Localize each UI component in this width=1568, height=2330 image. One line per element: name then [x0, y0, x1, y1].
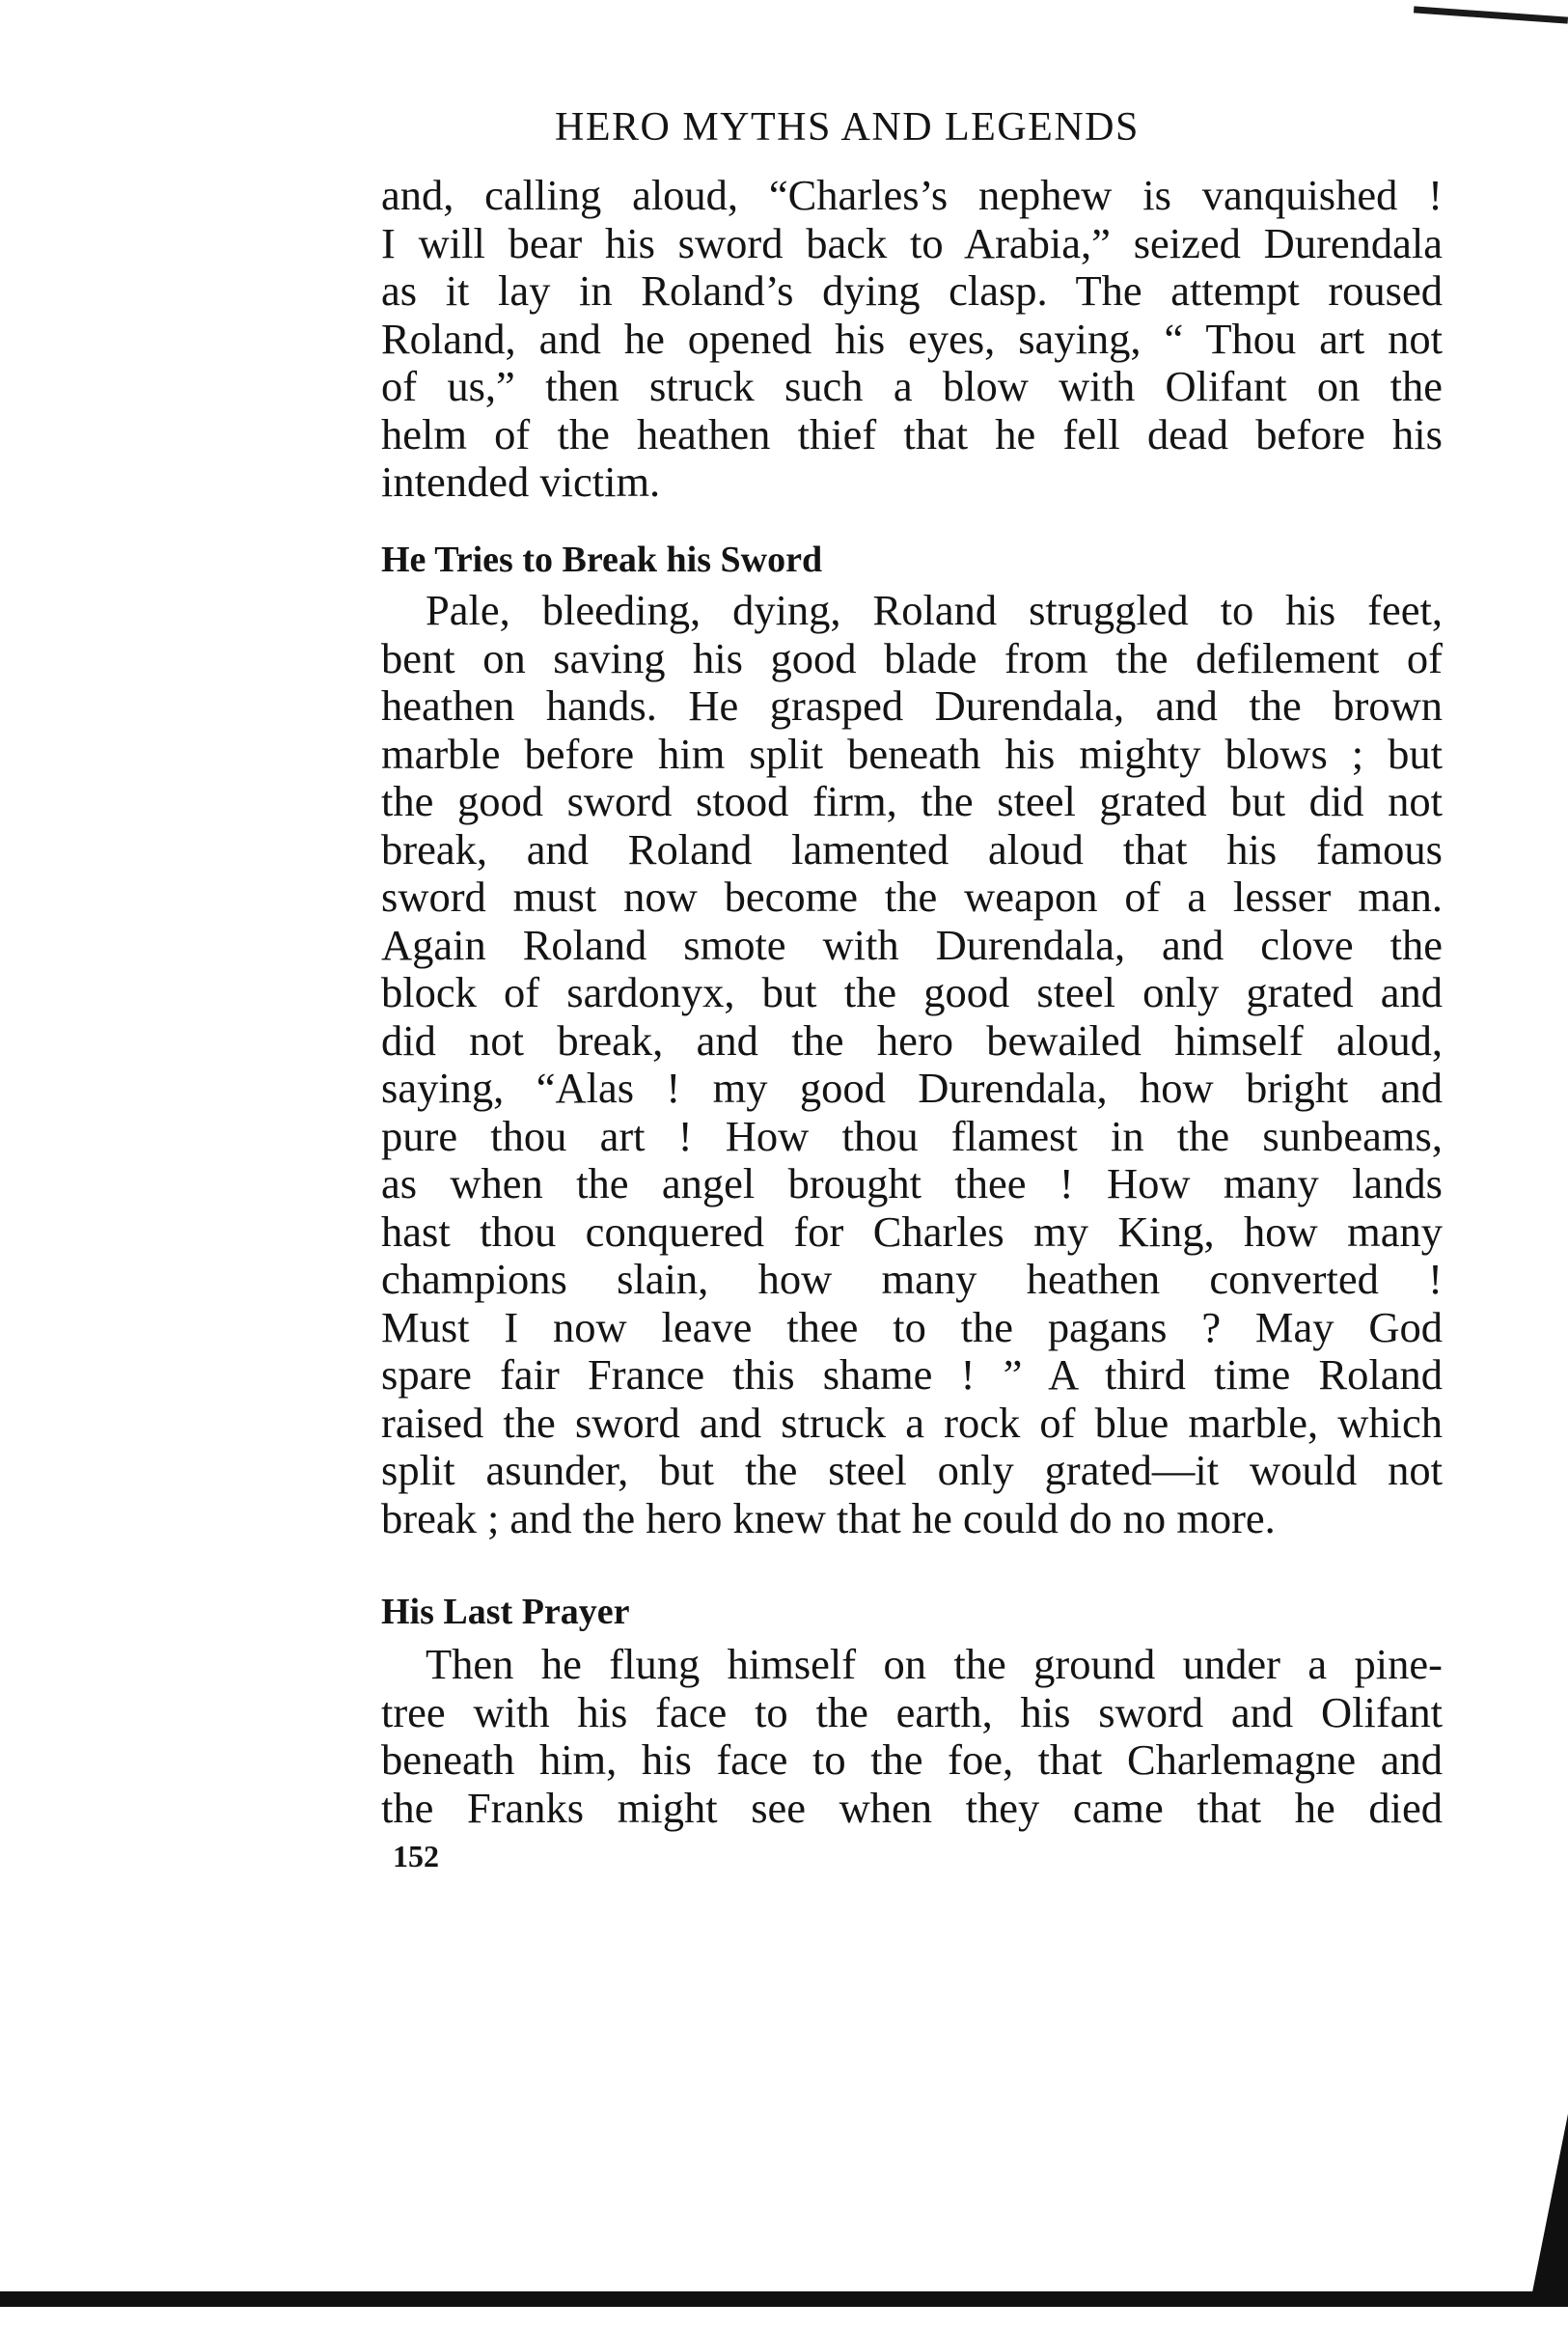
text-line: the Franks might see when they came that he died [381, 1783, 1443, 1832]
text-line: helm of the heathen thief that he fell dead before his [381, 409, 1443, 458]
text-line: Pale, bleeding, dying, Roland struggled to his feet, [426, 586, 1443, 634]
text-line: break ; and the hero knew that he could do no more. [381, 1493, 1276, 1542]
text-line: intended victim. [381, 458, 661, 506]
text-line: bent on saving his good blade from the defilement of [381, 633, 1443, 682]
text-line: Then he flung himself on the ground under a pine- [426, 1640, 1443, 1688]
text-line: of us,” then struck such a blow with Olifant on the [381, 362, 1443, 410]
running-head: HERO MYTHS AND LEGENDS [555, 105, 1140, 150]
text-line: split asunder, but the steel only grated—it would not [381, 1446, 1443, 1494]
text-line: heathen hands. He grasped Durendala, and the brown [381, 681, 1443, 730]
text-line: hast thou conquered for Charles my King, how many [381, 1207, 1443, 1256]
paragraph-3 [381, 1641, 1443, 1832]
paragraph-1 [381, 172, 1443, 507]
text-line: block of sardonyx, but the good steel only grated and [381, 968, 1443, 1016]
text-line: champions slain, how many heathen converted ! [381, 1255, 1443, 1303]
text-line: I will bear his sword back to Arabia,” seized Durendala [381, 218, 1443, 267]
text-line: saying, “Alas ! my good Durendala, how bright and [381, 1064, 1443, 1112]
page-number: 152 [393, 1839, 439, 1873]
paragraph-2 [381, 587, 1443, 1542]
scan-edge-top [1414, 6, 1568, 23]
section-heading: His Last Prayer [381, 1592, 630, 1632]
text-line: Roland, and he opened his eyes, saying, “ Thou art not [381, 314, 1443, 363]
text-line: pure thou art ! How thou flamest in the sunbeams, [381, 1111, 1443, 1160]
text-line: marble before him split beneath his mighty blows ; but [381, 729, 1443, 778]
text-line: the good sword stood firm, the steel grated but did not [381, 777, 1443, 825]
scan-edge-corner [1529, 2114, 1568, 2307]
text-line: Must I now leave thee to the pagans ? May God [381, 1302, 1443, 1351]
text-line: break, and Roland lamented aloud that his famous [381, 824, 1443, 874]
text-line: as when the angel brought thee ! How many lands [381, 1159, 1443, 1207]
text-line: raised the sword and struck a rock of blue marble, which [381, 1398, 1443, 1447]
text-line: Again Roland smote with Durendala, and clove the [381, 920, 1443, 969]
text-line: spare fair France this shame ! ” A third time Roland [381, 1350, 1443, 1399]
text-line: sword must now become the weapon of a lesser man. [381, 873, 1443, 921]
text-line: as it lay in Roland’s dying clasp. The attempt roused [381, 266, 1443, 315]
scan-edge-bottom [0, 2291, 1568, 2307]
text-line: tree with his face to the earth, his sword and Olifant [381, 1687, 1443, 1736]
text-line: did not break, and the hero bewailed himself aloud, [381, 1015, 1443, 1065]
text-line: and, calling aloud, “Charles’s nephew is vanquished ! [381, 171, 1443, 219]
text-line: beneath him, his face to the foe, that Charlemagne and [381, 1735, 1443, 1784]
section-heading: He Tries to Break his Sword [381, 540, 823, 580]
